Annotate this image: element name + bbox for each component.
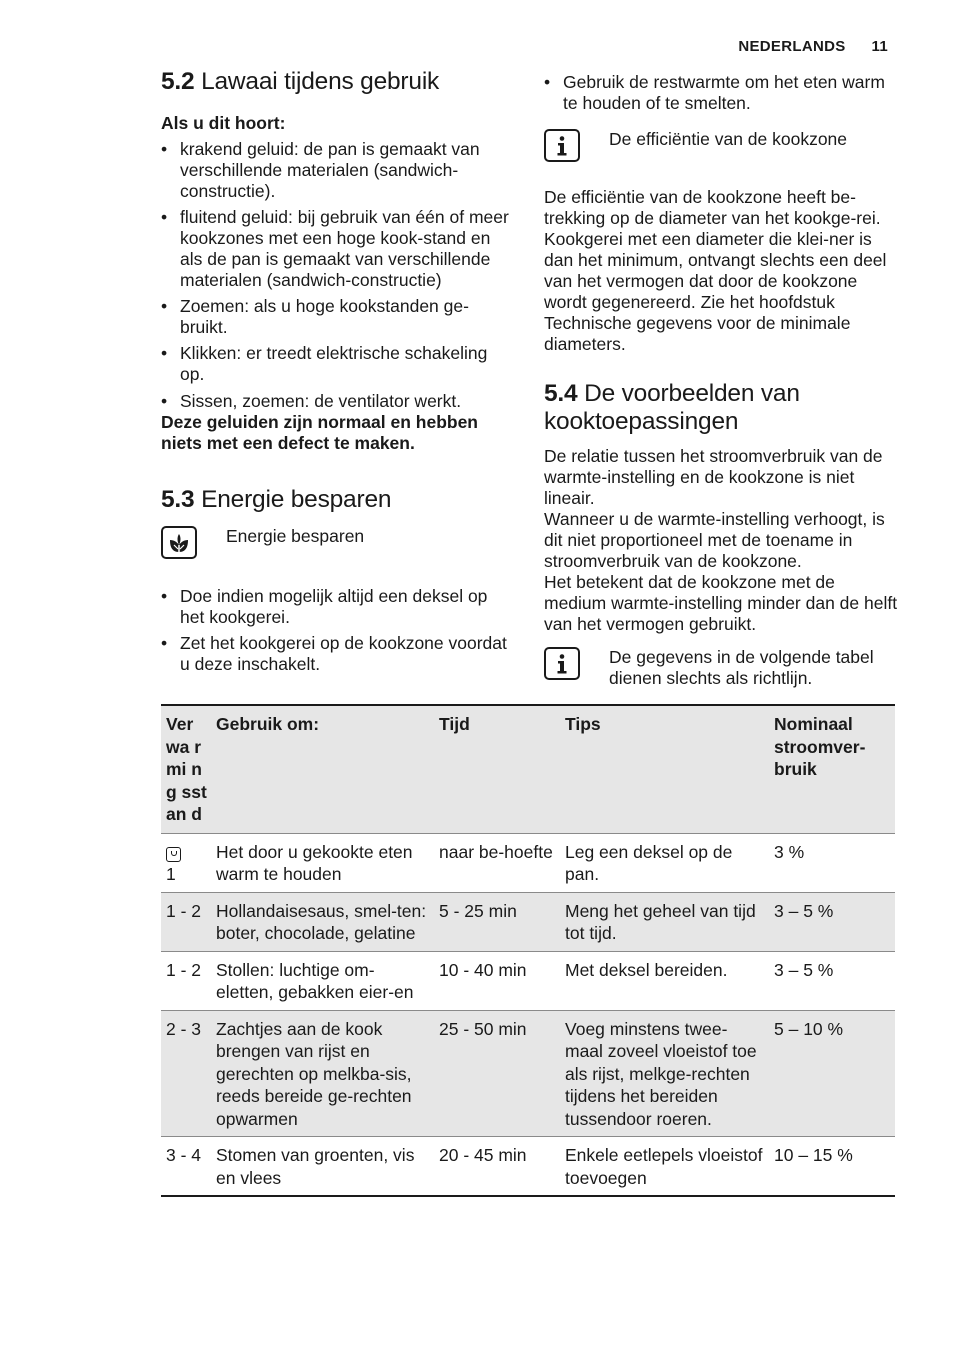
medium-paragraph: Het betekent dat de kookzone met de medium warmte-instelling minder dan de helft van het vermogen gebruikt. [544,572,898,634]
table-row [161,1010,895,1137]
table-note-text: De gegevens in de volgende tabel dienen slechts als richtlijn. [609,647,874,688]
cooking-applications-table [161,704,895,1197]
increase-paragraph: Wanneer u de warmte-instelling verhoogt, is dit niet proportioneel met de toename in stroomverbruik van de kookzone. [544,509,885,571]
table-row [161,892,895,951]
list-item: • fluitend geluid: bij gebruik van één of meer kookzones met een hoge kook-stand en als de pan is gemaakt van verschillende materialen (sandwich-constructie) [161,207,516,291]
section-5-4-title-line2: kooktoepassingen [544,408,739,435]
cell-tips: Meng het geheel van tijd tot tijd. [565,900,756,943]
header-setting: Ver wa rmi ng sst an d [166,714,207,824]
cell-power: 10 – 15 % [774,1145,853,1165]
table-note [544,647,899,699]
list-item: • krakend geluid: de pan is gemaakt van verschillende materialen (sandwich-constructie). [161,139,516,202]
section-5-4-title-line1: De voorbeelden van [584,380,800,407]
energy-note [161,526,516,584]
cell-use: Hollandaisesaus, smel-ten: boter, chocolade, gelatine [216,900,427,943]
section-5-3-heading [161,486,516,514]
cell-time: 5 - 25 min [439,900,517,921]
info-icon [544,647,580,680]
info-icon [544,129,580,162]
list-item: • Klikken: er treedt elektrische schakeling op. [161,343,516,385]
leaf-icon [161,526,197,559]
cell-tips: Leg een deksel op de pan. [565,841,733,884]
section-5-2-number: 5.2 [161,68,195,95]
cell-time: naar be-hoefte [439,841,553,862]
cell-setting: 2 - 3 [166,1018,202,1039]
list-item: • Sissen, zoemen: de ventilator werkt. [161,391,516,412]
section-5-4-heading [544,380,899,436]
section-5-2-subhead: Als u dit hoort: [161,113,286,133]
noise-closing-note: Deze geluiden zijn normaal en hebben niets met een defect te maken. [161,412,478,453]
cell-time: 20 - 45 min [439,1145,527,1165]
efficiency-note [544,129,899,189]
cell-use: Zachtjes aan de kook brengen van rijst en gerechten op melkba-sis, reeds bereide ge-rechten opwarmen [216,1018,412,1129]
cell-setting: 3 - 4 [166,1145,202,1165]
relation-paragraph: De relatie tussen het stroomverbruik van de warmte-instelling en de kookzone is niet lineair. [544,446,883,508]
noise-list [161,139,516,412]
cell-time: 10 - 40 min [439,959,527,980]
efficiency-paragraph: De efficiëntie van de kookzone heeft be-trekking op de diameter van het kookge-rei. Kookgerei met een diameter die klei-ner is dan het minimum, ontvangt slechts een deel van het vermogen dat door de kookzone wordt gegenereerd. Zie het hoofdstuk Technische gegevens voor de minimale diameters. [544,187,887,354]
cell-setting: 1 - 2 [166,900,202,921]
cell-use: Het door u gekookte eten warm te houden [216,841,413,884]
section-5-2-title: Lawaai tijdens gebruik [201,68,440,95]
table-row [161,833,895,892]
keep-warm-icon [166,847,181,862]
table-row [161,1137,895,1197]
list-item: • Zet het kookgerei op de kookzone voordat u deze inschakelt. [161,633,516,675]
cell-power: 3 – 5 % [774,900,834,921]
cell-power: 3 % [774,841,805,862]
left-column [161,68,516,675]
cell-tips: Met deksel bereiden. [565,959,728,980]
cell-time: 25 - 50 min [439,1018,527,1039]
right-column [544,68,899,699]
cell-power: 5 – 10 % [774,1018,844,1039]
energy-list [161,586,516,675]
setting-value: 1 [166,864,176,884]
list-item: • Doe indien mogelijk altijd een deksel op het kookgerei. [161,586,516,628]
list-item: • Zoemen: als u hoge kookstanden ge-bruikt. [161,296,516,338]
residual-heat-list [544,72,899,114]
header-power: Nominaal stroomver-bruik [774,714,866,779]
energy-note-text: Energie besparen [226,526,365,546]
cell-power: 3 – 5 % [774,959,834,980]
list-item: • Gebruik de restwarmte om het eten warm te houden of te smelten. [544,72,899,114]
cell-use: Stollen: luchtige om-eletten, gebakken eier-en [216,959,414,1002]
cell-use: Stomen van groenten, vis en vlees [216,1145,415,1188]
page-number: 11 [871,38,888,55]
section-5-3-title: Energie besparen [201,486,392,513]
section-5-3-number: 5.3 [161,486,195,513]
header-time: Tijd [439,714,470,734]
cell-setting [161,833,211,892]
section-5-2-heading [161,68,516,96]
section-5-4-number: 5.4 [544,380,578,407]
header-tips: Tips [565,714,601,734]
table-row [161,951,895,1010]
page-header [738,38,888,55]
header-use: Gebruik om: [216,714,320,734]
cell-tips: Voeg minstens twee-maal zoveel vloeistof toe als rijst, melkge-rechten tijdens het bereiden tussendoor roeren. [565,1018,757,1129]
cell-setting: 1 - 2 [166,959,202,980]
table-header-row [161,705,895,833]
header-language: NEDERLANDS [738,38,846,55]
cell-tips: Enkele eetlepels vloeistof toevoegen [565,1145,763,1188]
efficiency-note-text: De efficiëntie van de kookzone [609,129,848,149]
